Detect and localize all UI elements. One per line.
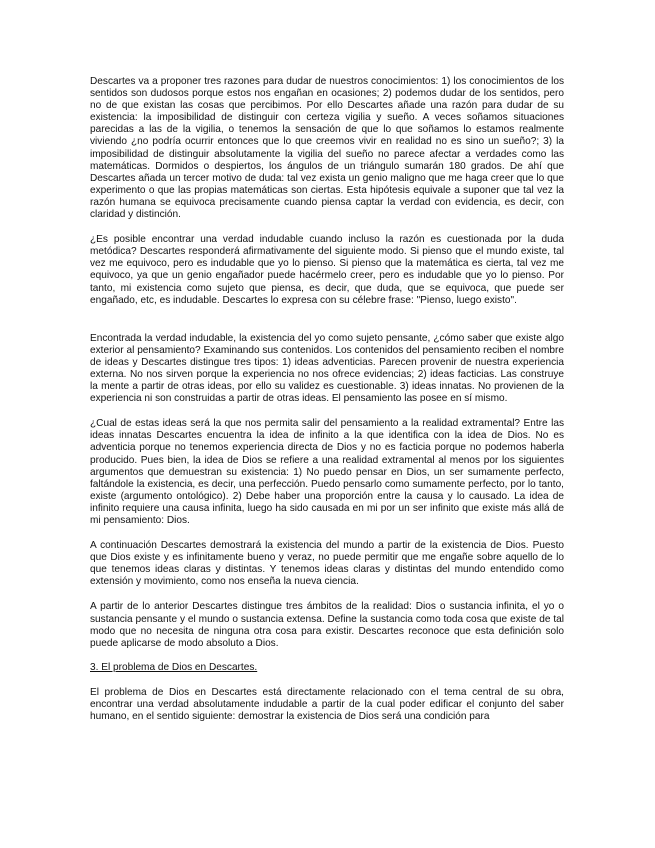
paragraph-idea-of-god: ¿Cual de estas ideas será la que nos permita salir del pensamiento a la realidad extramental? Entre las ideas innatas Descartes encuentra la idea de infinito a la que identifica con la idea de Dios. No es adventicia porque no tenemos experiencia directa de Dios y no es facticia porque no podemos haberla producido. Pues bien, la idea de Dios se refiere a una realidad extramental al menos por los siguientes argumentos que demuestran su existencia: 1) No puedo pensar en Dios, un ser sumamente perfecto, faltándole la existencia, es decir, una perfección. Puedo pensarlo como sumamente perfecto, por lo tanto, existe (argumento ontológico). 2) Debe haber una proporción entre la causa y lo causado. La idea de infinito requiere una causa infinita, luego ha sido causada en mi por un ser infinito que existe más allá de mi pensamiento: Dios. bbox=[90, 418, 564, 526]
paragraph-three-reasons-for-doubt: Descartes va a proponer tres razones para dudar de nuestros conocimientos: 1) los conocimientos de los sentidos son dudosos porque estos nos engañan en ocasiones; 2) podemos dudar de los sentidos, pero no de que existan las cosas que percibimos. Por ello Descartes añade una razón para dudar de su existencia: la imposibilidad de distinguir con certeza vigilia y sueño. A veces soñamos situaciones parecidas a las de la vigilia, o tenemos la sensación de que lo que soñamos lo estamos realmente viviendo ¿no podría ocurrir entonces que lo que creemos vivir en realidad no es sino un sueño?; 3) la imposibilidad de distinguir absolutamente la vigilia del sueño no parece afectar a verdades como las matemáticas. Dormidos o despiertos, los ángulos de un triángulo sumarán 180 grados. De ahí que Descartes añada un tercer motivo de duda: tal vez exista un genio maligno que me haga creer que lo que experimento o que las propias matemáticas son ciertas. Esta hipótesis equivale a suponer que tal vez la razón humana se equivoca precisamente cuando piensa captar la verdad con evidencia, es decir, con claridad y distinción. bbox=[90, 76, 564, 221]
paragraph-cogito: ¿Es posible encontrar una verdad indudable cuando incluso la razón es cuestionada por la duda metódica? Descartes responderá afirmativamente del siguiente modo. Si pienso que el mundo existe, tal vez me equivoco, pero es indudable que yo lo pienso. Si pienso que la matemática es cierta, tal vez me equivoco, ya que un genio engañador puede hacérmelo creer, pero es indudable que yo lo pienso. Por tanto, mi existencia como sujeto que piensa, es decir, que duda, que se equivoca, que puede ser engañado, etc, es indudable. Descartes lo expresa con su célebre frase: "Pienso, luego existo". bbox=[90, 234, 564, 306]
paragraph-types-of-ideas: Encontrada la verdad indudable, la existencia del yo como sujeto pensante, ¿cómo saber que existe algo exterior al pensamiento? Examinando sus contenidos. Los contenidos del pensamiento reciben el nombre de ideas y Descartes distingue tres tipos: 1) ideas adventicias. Parecen provenir de nuestra experiencia externa. No nos sirven porque la experiencia no nos ofrece evidencias; 2) ideas facticias. Las construye la mente a partir de otras ideas, por ello su validez es cuestionable. 3) ideas innatas. No provienen de la experiencia ni son construidas a partir de otras ideas. El pensamiento las posee en sí mismo. bbox=[90, 332, 564, 405]
section-heading: 3. El problema de Dios en Descartes. bbox=[90, 661, 258, 673]
paragraph-three-substances: A partir de lo anterior Descartes distingue tres ámbitos de la realidad: Dios o sustancia infinita, el yo o sustancia pensante y el mundo o sustancia extensa. Define la sustancia como toda cosa que existe de tal modo que no necesita de ninguna otra cosa para existir. Descartes reconoce que esta definición solo puede aplicarse de modo absoluto a Dios. bbox=[90, 601, 564, 649]
paragraph-problem-of-god: El problema de Dios en Descartes está directamente relacionado con el tema central de su obra, encontrar una verdad absolutamente indudable a partir de la cual poder edificar el conjunto del saber humano, en el sentido siguiente: demostrar la existencia de Dios será una condición para bbox=[90, 686, 564, 723]
paragraph-existence-of-world: A continuación Descartes demostrará la existencia del mundo a partir de la existencia de Dios. Puesto que Dios existe y es infinitamente bueno y veraz, no puede permitir que me engañe sobre aquello de lo que tenemos ideas claras y distintas. Y tenemos ideas claras y distintas del mundo entendido como extensión y movimiento, como nos enseña la nueva ciencia. bbox=[90, 540, 564, 588]
document-page bbox=[90, 76, 564, 723]
